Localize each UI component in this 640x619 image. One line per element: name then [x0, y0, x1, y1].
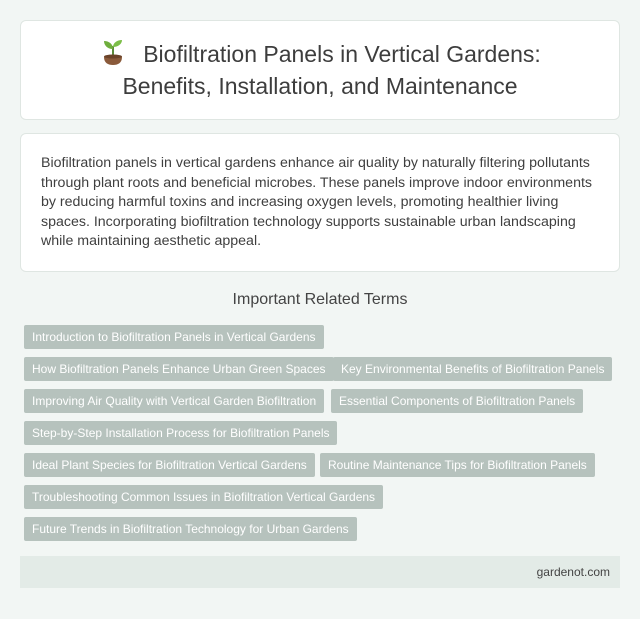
- intro-paragraph: Biofiltration panels in vertical gardens enhance air quality by naturally filtering pollutants through plant roots and beneficial microbes. These panels improve indoor environments by reducing harmful toxins and increasing oxygen levels, promoting healthier living spaces. Incorporating biofiltration technology supports sustainable urban landscaping while maintaining aesthetic appeal.: [41, 155, 592, 250]
- related-term-tag[interactable]: How Biofiltration Panels Enhance Urban Green Spaces: [24, 357, 334, 381]
- related-term-tag[interactable]: Ideal Plant Species for Biofiltration Vertical Gardens: [24, 453, 315, 477]
- seedling-icon: [99, 38, 127, 66]
- footer-site-link[interactable]: gardenot.com: [536, 565, 610, 579]
- footer-bar: [20, 556, 620, 588]
- related-term-tag[interactable]: Step-by-Step Installation Process for Biofiltration Panels: [24, 421, 337, 445]
- related-term-tag[interactable]: Introduction to Biofiltration Panels in Vertical Gardens: [24, 325, 324, 349]
- related-term-tag[interactable]: Improving Air Quality with Vertical Garden Biofiltration: [24, 389, 324, 413]
- related-term-tag[interactable]: Future Trends in Biofiltration Technology for Urban Gardens: [24, 517, 357, 541]
- related-term-tag[interactable]: Key Environmental Benefits of Biofiltration Panels: [333, 357, 612, 381]
- related-term-tag[interactable]: Essential Components of Biofiltration Panels: [331, 389, 583, 413]
- related-terms-heading: Important Related Terms: [232, 291, 408, 308]
- related-term-tag[interactable]: Troubleshooting Common Issues in Biofiltration Vertical Gardens: [24, 485, 383, 509]
- related-term-tag[interactable]: Routine Maintenance Tips for Biofiltration Panels: [320, 453, 595, 477]
- title-line-2: Benefits, Installation, and Maintenance: [122, 73, 518, 99]
- title-card: [20, 20, 620, 120]
- title-line-1: Biofiltration Panels in Vertical Gardens:: [143, 41, 541, 67]
- intro-card: [20, 133, 620, 272]
- page-title: [99, 38, 541, 102]
